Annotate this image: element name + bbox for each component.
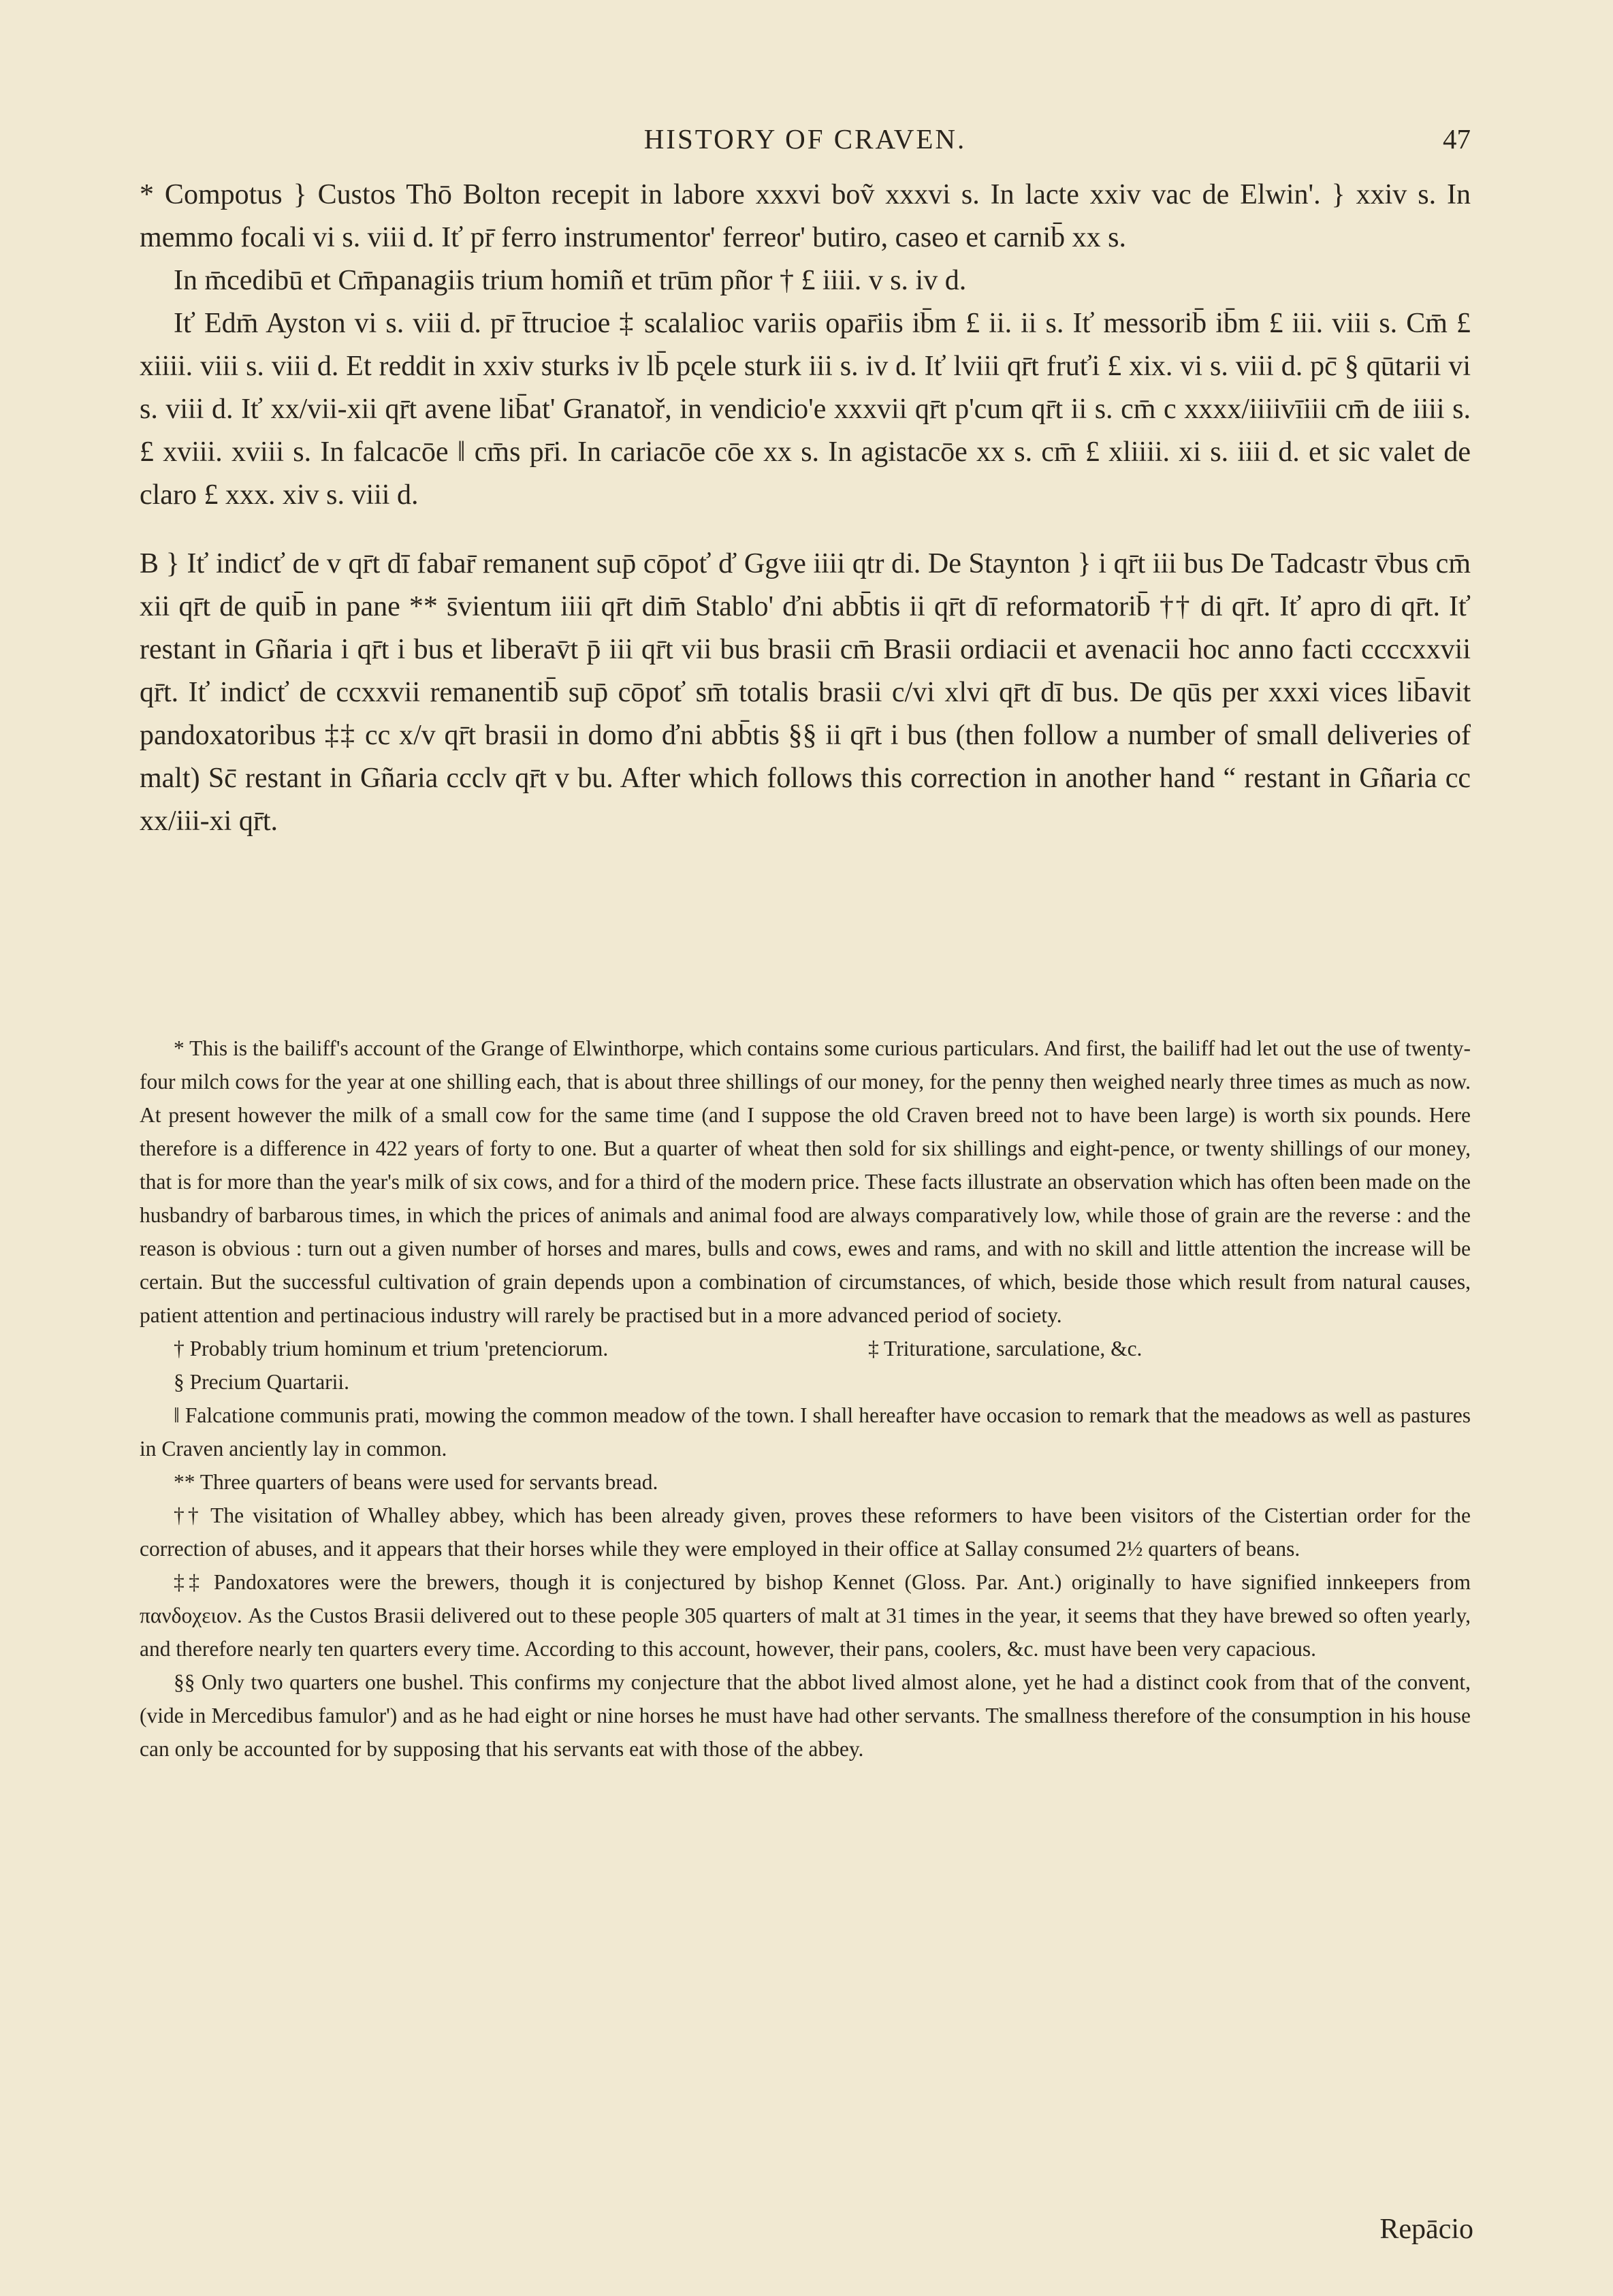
accounts-paragraph: Iť Edm̄ Ayston vi s. viii d. pr̄ t̄trucioe ‡ scalalioc variis opar̄iis ib̄m £ ii. ii s. Iť messorib̄ ib̄m £ iii. viii s. Cm̄ £ xiiii. viii s. viii d. Et reddit in xxiv sturks iv lb̄ pc̨ele sturk iii s. iv d. Iť lviii qr̄t fruťi £ xix. vi s. viii d. pc̄ § qūtarii vi s. viii d. Iť xx/vii-xii qr̄t avene lib̄at' Granatoř, in vendicio'e xxxvii qr̄t p'cum qr̄t ii s. cm̄ c xxxx/iiiivīiii cm̄ de iiii s. £ xviii. xviii s. In falcacōe ‖ cm̄s pr̄i. In cariacōe cōe xx s. In agistacōe xx s. cm̄ £ xliiii. xi s. iiii d. et sic valet de claro £ xxx. xiv s. viii d. [140,308,1471,511]
footnote-two-quarters: §§ Only two quarters one bushel. This confirms my conjecture that the abbot lived almost alone, yet he had a distinct cook from that of the convent, (vide in Mercedibus famulor') and as he had eight or nine horses he must have had other servants. The smallness therefore of the consumption in his house can only be accounted for by supposing that his servants eat with those of the abbey. [140,1670,1471,1761]
footnote-falcatione: ‖ Falcatione communis prati, mowing the common meadow of the town. I shall hereafter have occasion to remark that the meadows as well as pastures in Craven anciently lay in common. [140,1403,1471,1461]
running-title: HISTORY OF CRAVEN. [643,123,967,155]
main-text [140,174,1471,843]
mercedibus-paragraph: In m̄cedibū et Cm̄panagiis trium homiñ et trūm pñor † £ iiii. v s. iv d. [174,265,967,296]
footnote-section: § Precium Quartarii. [174,1370,350,1394]
footnote-double-dagger: ‡ Trituratione, sarculatione, &c. [868,1337,1143,1360]
footnotes [140,1032,1471,1766]
page-number: 47 [1443,123,1471,155]
footnote-visitation: †† The visitation of Whalley abbey, which has been already given, proves these reformers to have been visitors of the Cistertian order for the correction of abuses, and it appears that their horses while they were employed in their office at Sallay consumed 2½ quarters of beans. [140,1503,1471,1561]
granary-paragraph: B } Iť indicť de v qr̄t dī fabar̄ remanent sup̄ cōpoť ď Ggve iiii qtr di. De Staynton } i qr̄t iii bus De Tadcastr v̄bus cm̄ xii qr̄t de quib̄ in pane ** s̄vientum iiii qr̄t dim̄ Stablo' ďni abb̄tis ii qr̄t dī reformatorib̄ †† di qr̄t. Iť apro di qr̄t. Iť restant in Gñaria i qr̄t i bus et liberav̄t p̄ iii qr̄t vii bus brasii cm̄ Brasii ordiacii et avenacii hoc anno facti ccccxxvii qr̄t. Iť indicť de ccxxvii remanentib̄ sup̄ cōpoť sm̄ totalis brasii c/vi xlvi qr̄t dī bus. De qūs per xxxi vices lib̄avit pandoxatoribus ‡‡ cc x/v qr̄t brasii in domo ďni abb̄tis §§ ii qr̄t i bus (then follow a number of small deliveries of malt) Sc̄ restant in Gñaria ccclv qr̄t v bu. After which follows this correction in another hand “ restant in Gñaria cc xx/iii-xi qr̄t. [140,548,1471,837]
footnote-pair [140,1332,1471,1365]
footnote-bailiff: * This is the bailiff's account of the Grange of Elwinthorpe, which contains some curious particulars. And first, the bailiff had let out the use of twenty-four milch cows for the year at one shilling each, that is about three shillings of our money, for the penny then weighed nearly three times as much as now. At present however the milk of a small cow for the same time (and I suppose the old Craven breed not to have been large) is worth six pounds. Here therefore is a difference in 422 years of forty to one. But a quarter of wheat then sold for six shillings and eight-pence, or twenty shillings of our money, that is for more than the year's milk of six cows, and for a third of the modern price. These facts illustrate an observation which has often been made on the husbandry of barbarous times, in which the prices of animals and animal food are always comparatively low, while those of grain are the reverse : and the reason is obvious : turn out a given number of horses and mares, bulls and cows, ewes and rams, and with no skill and little attention the increase will be certain. But the successful cultivation of grain depends upon a combination of circumstances, of which, beside those which result from natural causes, patient attention and pertinacious industry will rarely be practised but in a more advanced period of society. [140,1036,1471,1327]
page-header [140,123,1471,163]
footnote-beans: ** Three quarters of beans were used for servants bread. [174,1470,658,1494]
footnote-dagger: † Probably trium hominum et trium 'pretenciorum. [174,1337,609,1360]
catchword: Repācio [1379,2214,1473,2245]
footnote-pandoxatores: ‡‡ Pandoxatores were the brewers, though it is conjectured by bishop Kennet (Gloss. Par. Ant.) originally to have signified innkeepers from πανδοχειον. As the Custos Brasii delivered out to these people 305 quarters of malt at 31 times in the year, it seems that they have brewed so often yearly, and therefore nearly ten quarters every time. According to this account, however, their pans, coolers, &c. must have been very capacious. [140,1570,1471,1661]
compotus-paragraph: * Compotus } Custos Thō Bolton recepit in labore xxxvi boṽ xxxvi s. In lacte xxiv vac de Elwin'. } xxiv s. In memmo focali vi s. viii d. Iť pr̄ ferro instrumentor' ferreor' butiro, caseo et carnib̄ xx s. [140,179,1471,253]
